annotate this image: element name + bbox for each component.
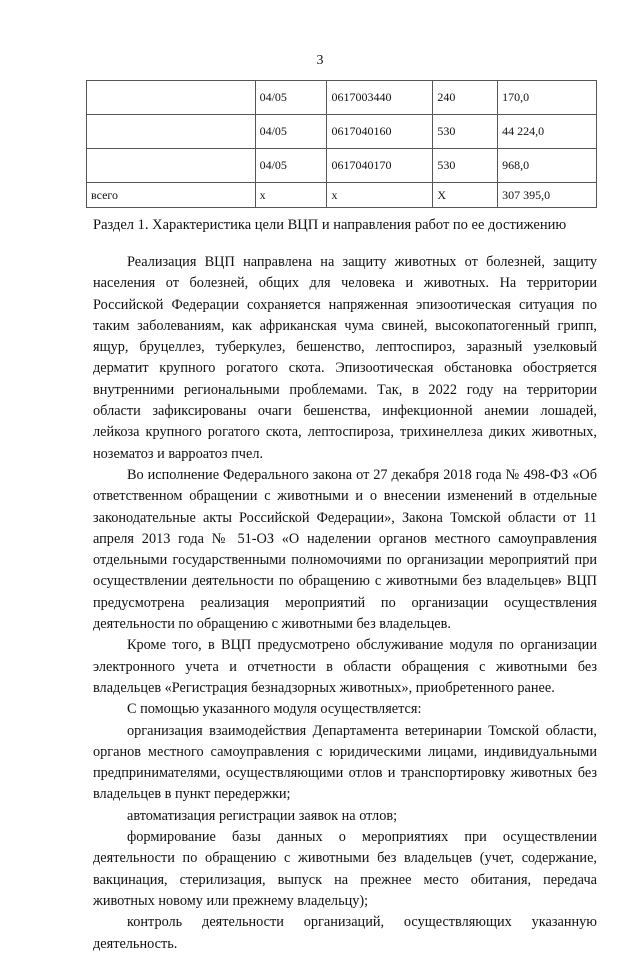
table-cell: 0617040160 — [327, 115, 433, 149]
table-cell: 968,0 — [498, 149, 597, 183]
paragraph: контроль деятельности организаций, осуществляющих указанную деятельность. — [93, 914, 597, 952]
table-cell: 04/05 — [255, 149, 327, 183]
table-row — [87, 149, 597, 183]
page-number: 3 — [316, 53, 324, 68]
table-cell — [87, 149, 256, 183]
table-row — [87, 115, 597, 149]
paragraph: Кроме того, в ВЦП предусмотрено обслуживание модуля по организации электронного учета и отчетности в области обращения с животными без владельцев «Регистрация безнадзорных животных», приобретенного ранее. — [93, 637, 597, 696]
paragraph: организация взаимодействия Департамента ветеринарии Томской области, органов местного самоуправления с юридическими лицами, индивидуальными предпринимателями, осуществляющими отлов и транспортировку животных без владельцев в пункт передержки; — [93, 722, 597, 803]
section-heading: Раздел 1. Характеристика цели ВЦП и направления работ по ее достижению — [93, 217, 567, 233]
paragraph: автоматизация регистрации заявок на отлов; — [127, 807, 398, 824]
table-cell: 44 224,0 — [498, 115, 597, 149]
table-cell: x — [327, 183, 433, 208]
budget-table — [86, 80, 597, 208]
body-text — [93, 252, 597, 955]
table-cell: 240 — [433, 81, 498, 115]
paragraph: Во исполнение Федерального закона от 27 декабря 2018 года № 498-ФЗ «Об ответственном обращении с животными и о внесении изменений в отдельные законодательные акты Российской Федерации», Закона Томской области от 11 апреля 2013 года № 51-ОЗ «О наделении органов местного самоуправления отдельными государственными полномочиями по организации мероприятий при осуществлении деятельности по обращению с животными без владельцев» ВЦП предусмотрена реализация мероприятий по организации осуществления деятельности по обращению с животными без владельцев. — [93, 466, 597, 633]
table-row — [87, 81, 597, 115]
table-cell: 530 — [433, 115, 498, 149]
table-cell: всего — [87, 183, 256, 208]
table-cell: 0617003440 — [327, 81, 433, 115]
table-cell: 170,0 — [498, 81, 597, 115]
table-cell: 530 — [433, 149, 498, 183]
table-cell: x — [255, 183, 327, 208]
table-total-row — [87, 183, 597, 208]
table-cell: 307 395,0 — [498, 183, 597, 208]
paragraph: формирование базы данных о мероприятиях при осуществлении деятельности по обращению с животными без владельцев (учет, содержание, вакцинация, стерилизация, выпуск на прежнее место обитания, передача животных новому или прежнему владельцу); — [93, 829, 597, 909]
paragraph: Реализация ВЦП направлена на защиту животных от болезней, защиту населения от болезней, общих для человека и животных. На территории Российской Федерации сохраняется напряженная эпизоотическая ситуация по таким заболеваниям, как африканская чума свиней, высокопатогенный грипп, ящур, бруцеллез, туберкулез, бешенство, лептоспироз, заразный узелковый дерматит крупного рогатого скота. Эпизоотическая обстановка обостряется внутренними региональными проблемами. Так, в 2022 году на территории области зафиксированы очаги бешенства, инфекционной анемии лошадей, лейкоза крупного рогатого скота, лептоспироза, трихинеллеза диких животных, нозематоз и варроатоз пчел. — [93, 254, 597, 462]
paragraph: С помощью указанного модуля осуществляется: — [127, 701, 422, 718]
table-cell: 0617040170 — [327, 149, 433, 183]
table-cell: 04/05 — [255, 115, 327, 149]
table-cell — [87, 115, 256, 149]
table-cell: X — [433, 183, 498, 208]
table-cell: 04/05 — [255, 81, 327, 115]
table-cell — [87, 81, 256, 115]
